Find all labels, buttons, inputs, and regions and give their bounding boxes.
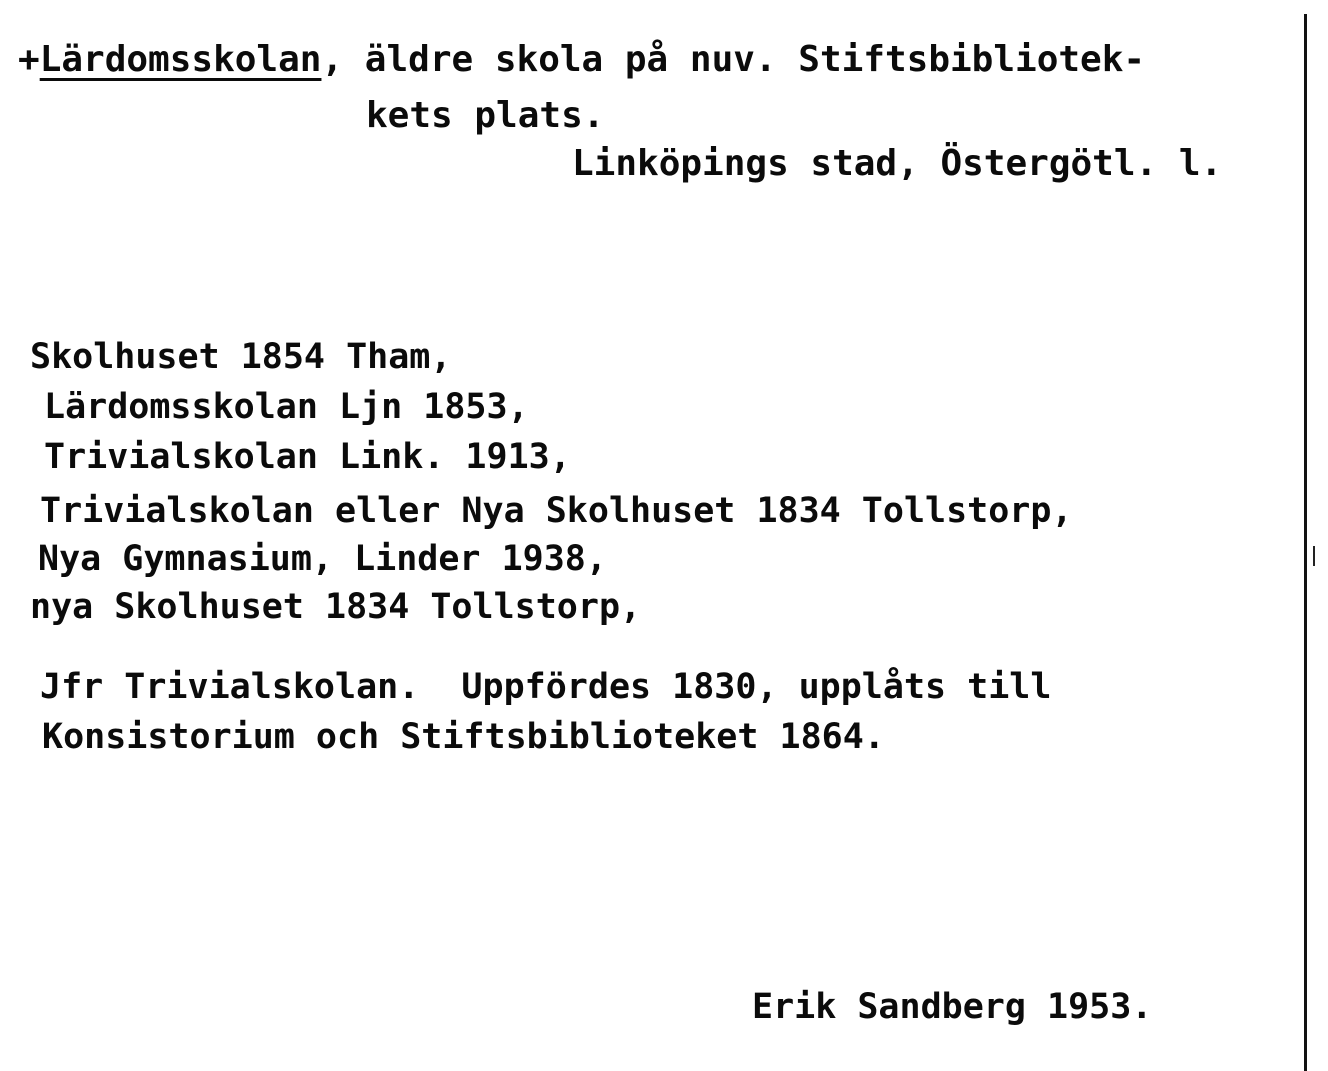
reference-line: Trivialskolan Link. 1913, bbox=[44, 437, 571, 477]
reference-line: Trivialskolan eller Nya Skolhuset 1834 Tollstorp, bbox=[40, 491, 1073, 531]
heading-rest: , äldre skola på nuv. Stiftsbibliotek- bbox=[321, 39, 1146, 80]
card-edge-border bbox=[1304, 14, 1307, 1071]
reference-line: Skolhuset 1854 Tham, bbox=[30, 337, 452, 377]
location-line: Linköpings stad, Östergötl. l. bbox=[572, 143, 1223, 184]
note-line: Konsistorium och Stiftsbiblioteket 1864. bbox=[42, 717, 885, 757]
signature: Erik Sandberg 1953. bbox=[752, 987, 1153, 1027]
heading-line bbox=[18, 39, 1146, 80]
reference-line: Lärdomsskolan Ljn 1853, bbox=[44, 387, 529, 427]
heading-title: Lärdomsskolan bbox=[39, 39, 322, 80]
plus-marker: + bbox=[18, 39, 40, 80]
reference-line: nya Skolhuset 1834 Tollstorp, bbox=[30, 587, 642, 627]
heading-continuation: kets plats. bbox=[366, 95, 605, 136]
note-line: Jfr Trivialskolan. Uppfördes 1830, upplåts till bbox=[40, 667, 1052, 707]
edge-tick-mark bbox=[1313, 546, 1315, 566]
reference-line: Nya Gymnasium, Linder 1938, bbox=[38, 539, 607, 579]
